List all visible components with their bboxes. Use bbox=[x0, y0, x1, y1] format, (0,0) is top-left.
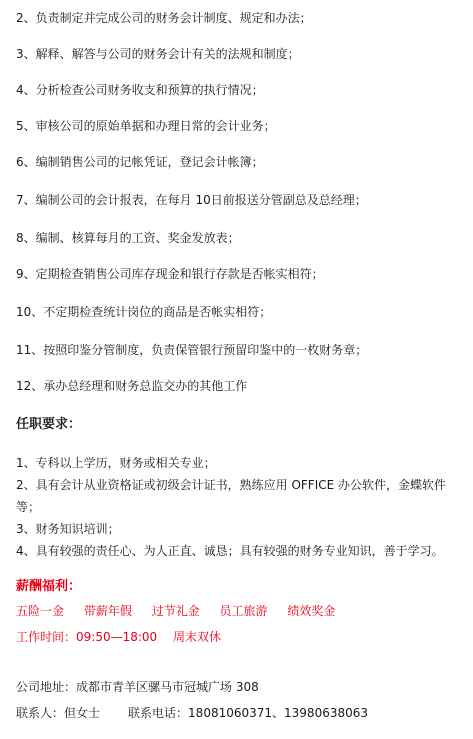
duty-item: 2、负责制定并完成公司的财务会计制度、规定和办法； bbox=[16, 11, 312, 25]
benefits-row bbox=[16, 602, 351, 620]
contact-row bbox=[16, 704, 368, 722]
benefit-item: 过节礼金 bbox=[151, 604, 200, 618]
contact-person-label: 联系人： bbox=[16, 706, 65, 720]
contact-person: 但女士 bbox=[64, 706, 101, 720]
duty-item: 11、按照印鉴分管制度，负责保管银行预留印鉴中的一枚财务章； bbox=[16, 343, 368, 357]
requirements-list bbox=[16, 452, 466, 562]
requirements-title: 任职要求： bbox=[16, 417, 82, 432]
duty-item: 7、编制公司的会计报表，在每月 10日前报送分管副总及总经理； bbox=[16, 193, 367, 207]
benefit-item: 五险一金 bbox=[16, 604, 65, 618]
weekend-label: 周末双休 bbox=[173, 630, 222, 644]
duty-item: 9、定期检查销售公司库存现金和银行存款是否帐实相符； bbox=[16, 267, 324, 281]
address-value: 成都市青羊区骡马市冠城广场 308 bbox=[76, 680, 259, 694]
contact-phone-label: 联系电话： bbox=[128, 706, 189, 720]
benefit-item: 员工旅游 bbox=[219, 604, 268, 618]
work-time-label: 工作时间：09:50—18:00 bbox=[16, 630, 158, 644]
duty-item: 5、审核公司的原始单据和办理日常的会计业务； bbox=[16, 119, 276, 133]
duty-item: 12、承办总经理和财务总监交办的其他工作 bbox=[16, 379, 248, 393]
requirement-item: 1、专科以上学历，财务或相关专业； bbox=[16, 456, 216, 470]
benefit-item: 绩效奖金 bbox=[287, 604, 336, 618]
duty-item: 4、分析检查公司财务收支和预算的执行情况； bbox=[16, 83, 264, 97]
duty-item: 6、编制销售公司的记帐凭证，登记会计帐簿； bbox=[16, 155, 264, 169]
requirement-item: 4、具有较强的责任心、为人正直、诚恳；具有较强的财务专业知识，善于学习。 bbox=[16, 544, 444, 558]
duty-item: 10、不定期检查统计岗位的商品是否帐实相符； bbox=[16, 305, 272, 319]
benefits-title: 薪酬福利： bbox=[16, 579, 82, 594]
contact-phone: 18081060371、13980638063 bbox=[188, 706, 369, 720]
benefit-item: 带薪年假 bbox=[83, 604, 132, 618]
address-row bbox=[16, 678, 259, 696]
duty-item: 8、编制、核算每月的工资、奖金发放表； bbox=[16, 231, 240, 245]
duty-item: 3、解释、解答与公司的财务会计有关的法规和制度； bbox=[16, 47, 300, 61]
work-time bbox=[16, 628, 233, 646]
address-label: 公司地址： bbox=[16, 680, 77, 694]
requirement-item: 2、具有会计从业资格证或初级会计证书，熟练应用 OFFICE 办公软件，金蝶软件等； bbox=[16, 478, 447, 514]
requirement-item: 3、财务知识培训； bbox=[16, 522, 120, 536]
